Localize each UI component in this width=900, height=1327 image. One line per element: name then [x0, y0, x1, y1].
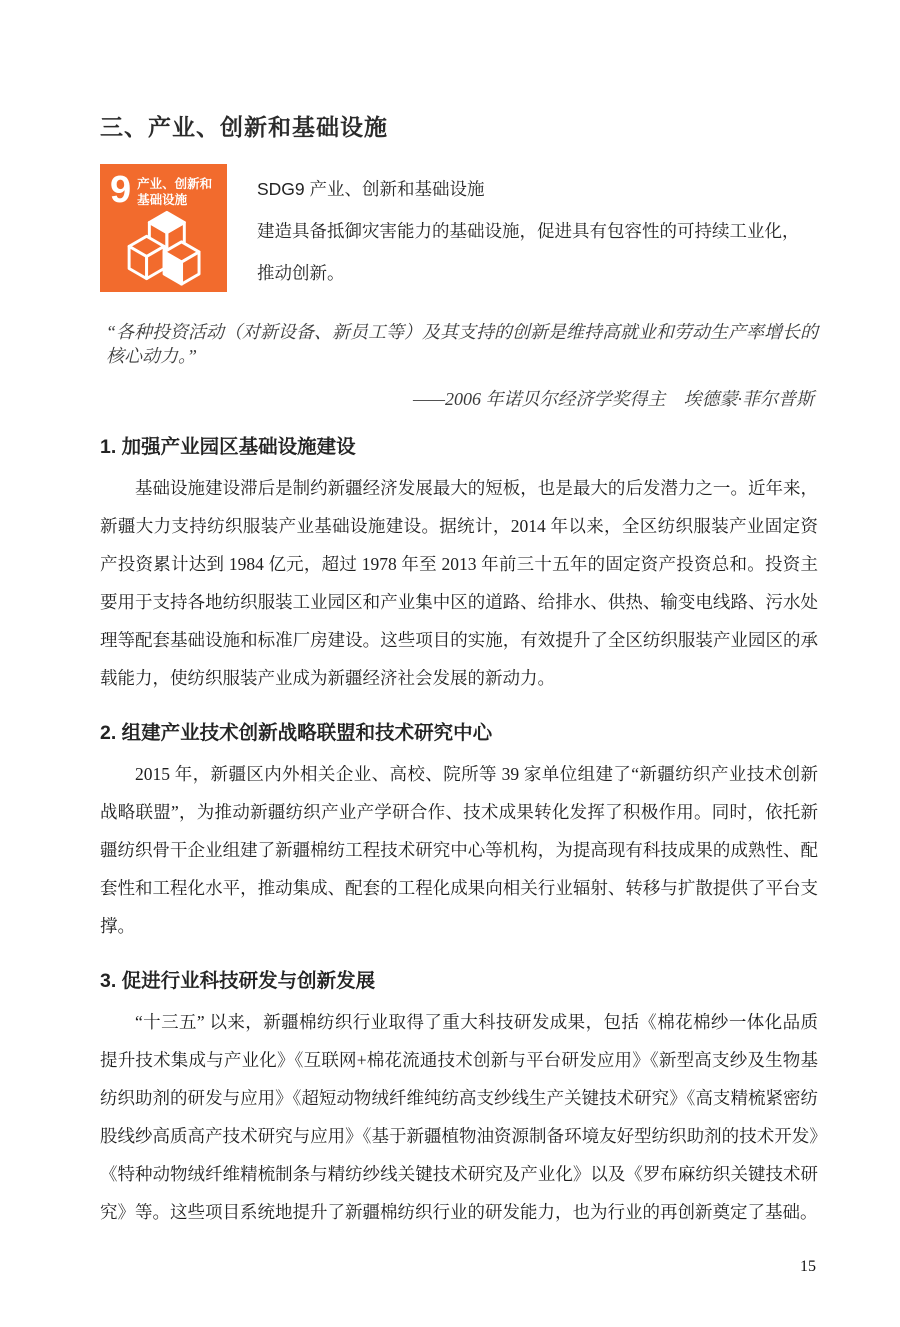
section-industrial-park-infrastructure	[100, 434, 818, 697]
sdg-goal-card	[100, 164, 818, 294]
sdg-goal-description-line2: 推动创新。	[257, 263, 345, 283]
sdg-goal-number: 9	[110, 169, 132, 211]
page-content	[100, 112, 818, 1231]
quote-attribution: ——2006 年诺贝尔经济学奖得主 埃德蒙·菲尔普斯	[412, 389, 814, 409]
section-1-paragraph: 基础设施建设滞后是制约新疆经济发展最大的短板，也是最大的后发潜力之一。近年来，新疆大力支持纺织服装产业基础设施建设。据统计，2014 年以来，全区纺织服装产业固定资产投资累计达到 1984 亿元，超过 1978 年至 2013 年前三十五年的固定资产投资总和。投资主要用于支持各地纺织服装工业园区和产业集中区的道路、给排水、供热、输变电线路、污水处理等配套基础设施和标准厂房建设。这些项目的实施，有效提升了全区纺织服装产业园区的承载能力，使纺织服装产业成为新疆经济社会发展的新动力。	[100, 478, 818, 688]
sdg-goal-heading: SDG9 产业、创新和基础设施	[257, 179, 485, 199]
page-number: 15	[800, 1258, 816, 1275]
cubes-icon	[119, 209, 211, 293]
sdg-goal-description-line1: 建造具备抵御灾害能力的基础设施，促进具有包容性的可持续工业化，	[257, 221, 800, 241]
sdg9-icon-header	[110, 169, 219, 211]
section-2-heading: 2. 组建产业技术创新战略联盟和技术研究中心	[100, 722, 493, 744]
sdg9-icon-tile	[100, 164, 227, 292]
section-innovation-alliance	[100, 720, 818, 945]
sdg-goal-label	[137, 176, 212, 209]
quote-text: “各种投资活动（对新设备、新员工等）及其支持的创新是维持高就业和劳动生产率增长的核心动力。”	[106, 322, 819, 366]
sdg-goal-label-line2: 基础设施	[137, 193, 188, 208]
sdg-goal-description	[257, 164, 800, 294]
section-2-paragraph: 2015 年，新疆区内外相关企业、高校、院所等 39 家单位组建了“新疆纺织产业技术创新战略联盟”，为推动新疆纺织产业产学研合作、技术成果转化发挥了积极作用。同时，依托新疆纺织骨干企业组建了新疆棉纺工程技术研究中心等机构，为提高现有科技成果的成熟性、配套性和工程化水平，推动集成、配套的工程化成果向相关行业辐射、转移与扩散提供了平台支撑。	[100, 764, 818, 936]
section-1-heading: 1. 加强产业园区基础设施建设	[100, 436, 356, 458]
section-3-heading: 3. 促进行业科技研发与创新发展	[100, 970, 376, 992]
sdg-goal-label-line1: 产业、创新和	[137, 177, 213, 191]
page-title: 三、产业、创新和基础设施	[100, 114, 388, 140]
section-rd-innovation	[100, 968, 818, 1231]
section-3-paragraph: “十三五” 以来，新疆棉纺织行业取得了重大科技研发成果，包括《棉花棉纱一体化品质提升技术集成与产业化》《互联网+棉花流通技术创新与平台研发应用》《新型高支纱及生物基纺织助剂的研发与应用》《超短动物绒纤维纯纺高支纱线生产关键技术研究》《高支精梳紧密纺股线纱高质高产技术研究与应用》《基于新疆植物油资源制备环境友好型纺织助剂的技术开发》《特种动物绒纤维精梳制条与精纺纱线关键技术研究及产业化》以及《罗布麻纺织关键技术研究》等。这些项目系统地提升了新疆棉纺织行业的研发能力，也为行业的再创新奠定了基础。	[100, 1012, 818, 1222]
